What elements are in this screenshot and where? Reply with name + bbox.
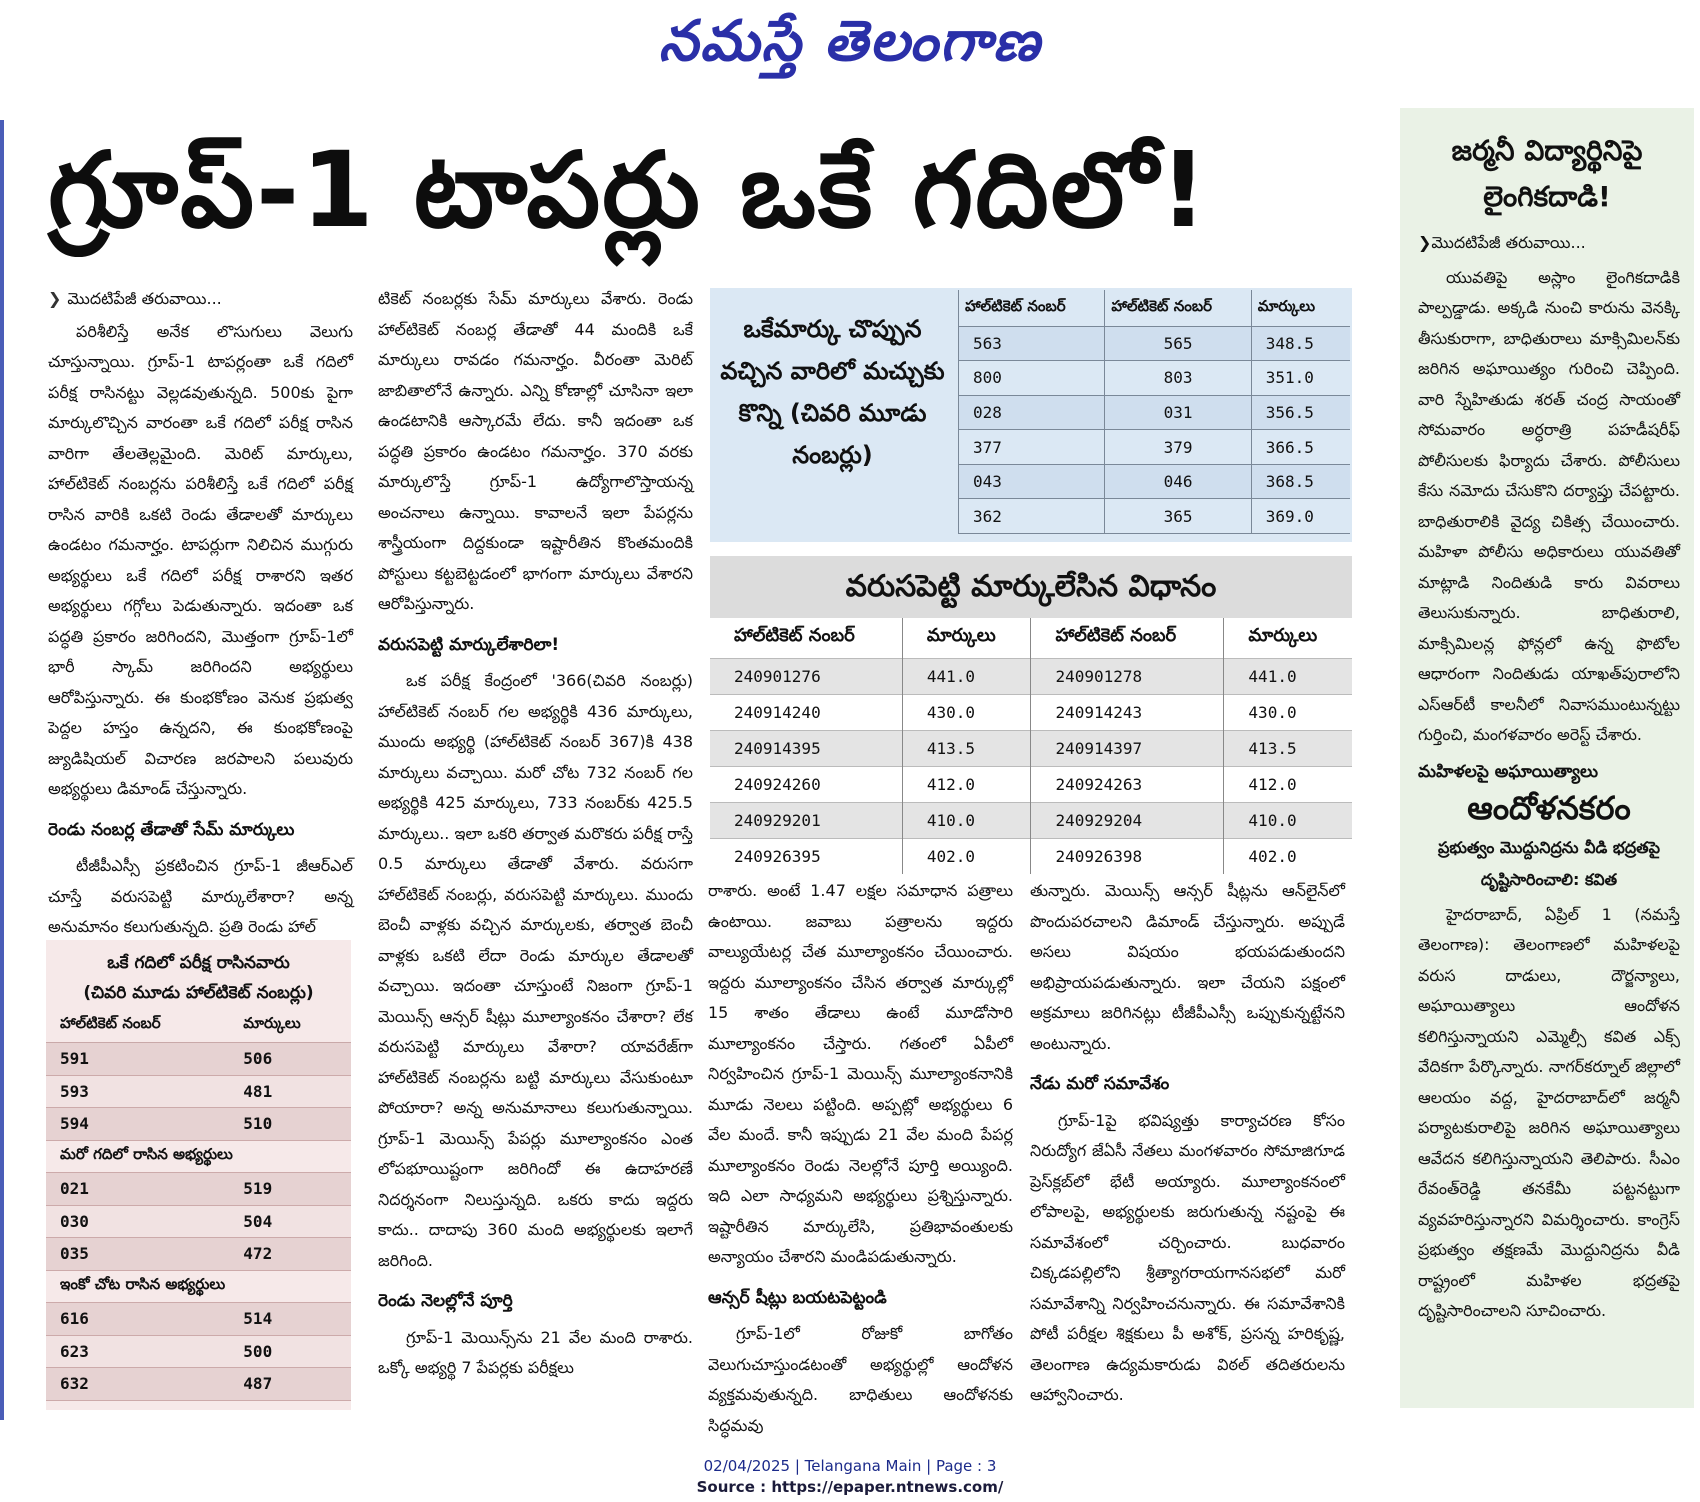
table-row <box>46 1043 351 1076</box>
article-column-4 <box>1030 876 1345 1411</box>
article-column-2 <box>378 284 693 1384</box>
table-row <box>959 326 1351 361</box>
same-marks-table <box>958 290 1350 534</box>
paragraph: యువతిపై అస్లాం లైంగికదాడికి పాల్పడ్డాడు. అక్కడి నుంచి కారును వెనక్కి తీసుకురాగా, బాధితురాలు మాక్సిమిలన్‌కు జరిగిన అఘాయిత్యం గురించి చెప్పింది. వారి స్నేహితుడు శరత్ చంద్ర సాయంతో సోమవారం అర్ధరాత్రి పహడీషరీఫ్ పోలీసులకు ఫిర్యాదు చేశారు. పోలీసులు కేసు నమోదు చేసుకొని దర్యాప్తు చేపట్టారు. బాధితురాలికి వైద్య చికిత్స చేయించారు. మహిళా పోలీసు అధికారులు యువతితో మాట్లాడి నిందితుడి కారు వివరాలు తెలుసుకున్నారు. బాధితురాలి, మాక్సిమిలన్ల ఫోన్లలో ఉన్న ఫొటోల ఆధారంగా నిందితుడు యాఖత్‌పురాలోని ఎస్‌ఆర్‌టీ కాలనీలో నివాసముంటున్నట్టు గుర్తించి, మంగళవారం అరెస్ట్ చేశారు. <box>1418 267 1680 744</box>
table-row <box>959 430 1351 465</box>
footer-date-line: 02/04/2025 | Telangana Main | Page : 3 <box>703 1457 997 1475</box>
ticket-cell: 800 <box>959 361 1105 396</box>
marks-cell: 412.0 <box>902 766 1031 802</box>
table-row <box>46 1238 351 1271</box>
paragraph: గ్రూప్-1లో రోజుకో బాగోతం వెలుగుచూస్తుండటంతో అభ్యర్థుల్లో ఆందోళన వ్యక్తమవుతున్నది. బాధితులు ఆందోళనకు సిద్ధమవు <box>708 1324 1013 1435</box>
page-edge-marker <box>0 120 4 1420</box>
table-caption: ఒకేమార్కు చొప్పున వచ్చిన వారిలో మచ్చుకు కొన్ని (చివరి మూడు నంబర్లు) <box>720 315 945 469</box>
table-header-row <box>710 618 1352 658</box>
col-header-ticket-a: హాల్‌టికెట్ నంబర్ <box>959 290 1105 326</box>
table-row <box>46 1173 351 1206</box>
subheading: ఆన్సర్ షీట్లు బయటపెట్టండి <box>708 1287 887 1308</box>
ticket-cell: 593 <box>46 1075 229 1108</box>
ticket-cell: 240926395 <box>710 838 902 874</box>
article-column-1 <box>48 284 353 943</box>
chevron-right-icon: ❯ <box>1418 233 1432 252</box>
paragraph: రాశారు. అంటే 1.47 లక్షల సమాధాన పత్రాలు ఉంటాయి. జవాబు పత్రాలను ఇద్దరు వాల్యుయేటర్ల చేత మూల్యాంకనం చేయించారు. ఇద్దరు మూల్యాంకనం చేసిన తర్వాత మార్కుల్లో 15 శాతం తేడాలు ఉంటే మూడోసారి మూల్యాంకనం చేస్తారు. గతంలో ఏపీలో నిర్వహించిన గ్రూప్-1 మెయిన్స్ మూల్యాంకనానికి మూడు నెలలు పట్టింది. అప్పట్లో అభ్యర్థులు 6 వేల మందే. కానీ ఇప్పుడు 21 వేల మంది పేపర్ల మూల్యాంకనం రెండు నెలల్లోనే పూర్తి అయ్యింది. ఇది ఎలా సాధ్యమని అభ్యర్థులు ప్రశ్నిస్తున్నారు. ఇష్టారీతిన మార్కులేసి, ప్రతిభావంతులకు అన్యాయం చేశారని మండిపడుతున్నారు. <box>708 881 1013 1266</box>
table-row <box>710 658 1352 694</box>
marks-cell: 402.0 <box>902 838 1031 874</box>
marks-cell: 348.5 <box>1251 326 1350 361</box>
main-headline: గ్రూప్-1 టాపర్లు ఒకే గదిలో! <box>48 129 1210 251</box>
table-row <box>710 694 1352 730</box>
marks-cell: 368.5 <box>1251 464 1350 499</box>
ticket-cell: 594 <box>46 1108 229 1141</box>
col-header-marks-b: మార్కులు <box>1224 618 1352 658</box>
group-label: మరో గదిలో రాసిన అభ్యర్థులు <box>46 1140 351 1173</box>
col-header-marks: మార్కులు <box>229 1008 351 1043</box>
marks-cell: 413.5 <box>1224 730 1352 766</box>
same-marks-table-box <box>710 288 1352 542</box>
col-header-ticket: హాల్‌టికెట్ నంబర్ <box>46 1008 229 1043</box>
subheading: వరుసపెట్టి మార్కులేశారిలా! <box>378 634 560 655</box>
table-row <box>710 766 1352 802</box>
ticket-cell: 591 <box>46 1043 229 1076</box>
ticket-cell: 240914397 <box>1031 730 1224 766</box>
ticket-cell: 563 <box>959 326 1105 361</box>
marks-cell: 410.0 <box>1224 802 1352 838</box>
table-row <box>46 1335 351 1368</box>
marks-cell: 514 <box>229 1303 351 1336</box>
subheading: రెండు నంబర్ల తేడాతో సేమ్ మార్కులు <box>48 819 295 840</box>
table-row <box>710 802 1352 838</box>
ticket-cell: 240901276 <box>710 658 902 694</box>
marks-cell: 413.5 <box>902 730 1031 766</box>
group-label-row <box>46 1140 351 1173</box>
box-title <box>46 940 351 1008</box>
paragraph: టికెట్ నంబర్లకు సేమ్ మార్కులు వేశారు. రెండు హాల్‌టికెట్ నంబర్ల తేడాతో 44 మందికి ఒకే మార్కులు రావడం గమనార్హం. వీరంతా మెరిట్ జాబితాలోనే ఉన్నారు. ఎన్ని కోణాల్లో చూసినా ఇలా ఉండటానికి ఆస్కారమే లేదు. కానీ ఇదంతా ఒక పద్ధతి ప్రకారం ఉండటం గమనార్హం. 370 వరకు మార్కులొస్తే గ్రూప్-1 ఉద్యోగాలొస్తాయన్న అంచనాలు ఉన్నాయి. కావాలనే ఇలా పేపర్లను శాస్త్రీయంగా దిద్దకుండా ఇష్టారీతిన కొంతమందికి పోస్టులు కట్టబెట్టడంలో భాగంగా మార్కులు వేశారని ఆరోపిస్తున్నారు. <box>378 289 693 613</box>
ticket-cell: 028 <box>959 395 1105 430</box>
paragraph: గ్రూప్-1పై భవిష్యత్తు కార్యాచరణ కోసం నిరుద్యోగ జేఏసీ నేతలు మంగళవారం సోమాజిగూడ ప్రెస్‌క్లబ్‌లో భేటీ అయ్యారు. మూల్యాంకనంలో లోపాలపై, అభ్యర్థులకు జరుగుతున్న నష్టంపై ఈ సమావేశంలో చర్చించారు. బుధవారం చిక్కడపల్లిలోని శ్రీత్యాగరాయగానసభలో మరో సమావేశాన్ని నిర్వహించనున్నారు. ఈ సమావేశానికి పోటీ పరీక్షల శిక్షకులు పీ అశోక్, ప్రసన్న హరికృష్ణ, తెలంగాణ ఉద్యమకారుడు విఠల్ తదితరులను ఆహ్వానించారు. <box>1030 1110 1345 1404</box>
marks-cell: 441.0 <box>1224 658 1352 694</box>
table-row <box>710 730 1352 766</box>
table-title: వరుసపెట్టి మార్కులేసిన విధానం <box>710 556 1352 618</box>
marks-cell: 441.0 <box>902 658 1031 694</box>
marks-cell: 412.0 <box>1224 766 1352 802</box>
col-header-ticket-b: హాల్‌టికెట్ నంబర్ <box>1105 290 1251 326</box>
ticket-cell: 046 <box>1105 464 1251 499</box>
ticket-cell: 240929201 <box>710 802 902 838</box>
ticket-cell: 240929204 <box>1031 802 1224 838</box>
marks-cell: 519 <box>229 1173 351 1206</box>
col-header-marks: మార్కులు <box>1251 290 1350 326</box>
ticket-cell: 803 <box>1105 361 1251 396</box>
col-header-marks-a: మార్కులు <box>902 618 1031 658</box>
chevron-right-icon: ❯ <box>48 289 62 308</box>
ticket-cell: 632 <box>46 1368 229 1401</box>
marks-cell: 487 <box>229 1368 351 1401</box>
ticket-cell: 240914243 <box>1031 694 1224 730</box>
same-room-table <box>46 1008 351 1401</box>
subheading: రెండు నెలల్లోనే పూర్తి <box>378 1291 513 1311</box>
article-column-3 <box>708 876 1013 1441</box>
marks-cell: 351.0 <box>1251 361 1350 396</box>
ticket-cell: 240914240 <box>710 694 902 730</box>
ticket-cell: 623 <box>46 1335 229 1368</box>
ticket-cell: 379 <box>1105 430 1251 465</box>
marks-cell: 504 <box>229 1205 351 1238</box>
marks-cell: 356.5 <box>1251 395 1350 430</box>
table-header-row <box>46 1008 351 1043</box>
col-header-ticket-a: హాల్‌టికెట్ నంబర్ <box>734 625 855 647</box>
ticket-cell: 240924263 <box>1031 766 1224 802</box>
subheading: నేడు మరో సమావేశం <box>1030 1074 1170 1094</box>
newspaper-logo: నమస్తే తెలంగాణ <box>658 8 1042 74</box>
table-row <box>46 1075 351 1108</box>
paragraph: పరిశీలిస్తే అనేక లొసుగులు వెలుగు చూస్తున్నాయి. గ్రూప్-1 టాపర్లంతా ఒకే గదిలో పరీక్ష రాసినట్టు వెల్లడవుతున్నది. 500కు పైగా మార్కులొచ్చిన వారంతా ఒకే గదిలో పరీక్ష రాసిన వారిగా తేలతెల్లమైంది. మెరిట్ మార్కులు, హాల్‌టికెట్ నంబర్లను పరిశీలిస్తే ఒకే గదిలో పరీక్ష రాసిన వారికి ఒకటి రెండు తేడాలతో మార్కులు ఉండటం గమనార్హం. టాపర్లుగా నిలిచిన ముగ్గురు అభ్యర్థులు ఒకే గదిలో పరీక్ష రాశారని ఇతర అభ్యర్థులు గగ్గోలు పెడుతున్నారు. ఇదంతా ఒక పద్ధతి ప్రకారం జరిగిందని, మొత్తంగా గ్రూప్-1లో భారీ స్కామ్ జరిగిందని అభ్యర్థులు ఆరోపిస్తున్నారు. ఈ కుంభకోణం వెనుక ప్రభుత్వ పెద్దల హస్తం ఉన్నదని, ఈ కుంభకోణంపై జ్యుడిషియల్ విచారణ జరపాలని పలువురు అభ్యర్థులు డిమాండ్ చేస్తున్నారు. <box>48 321 353 798</box>
table-row <box>710 838 1352 874</box>
table-header-row <box>959 290 1351 326</box>
continuation-marker <box>48 284 353 315</box>
ticket-cell: 035 <box>46 1238 229 1271</box>
sequential-marks-table-box <box>710 556 1352 874</box>
table-row <box>959 361 1351 396</box>
box-title-line-2: (చివరి మూడు హాల్‌టికెట్ నంబర్లు) <box>83 983 314 1003</box>
ticket-cell: 240924260 <box>710 766 902 802</box>
continuation-text: మొదటిపేజీ తరువాయి... <box>67 289 222 308</box>
ticket-cell: 021 <box>46 1173 229 1206</box>
table-row <box>46 1205 351 1238</box>
paragraph: గ్రూప్-1 మెయిన్స్‌ను 21 వేల మంది రాశారు. ఒక్కో అభ్యర్థి 7 పేపర్లకు పరీక్షలు <box>378 1327 693 1377</box>
group-label: ఇంకో చోట రాసిన అభ్యర్థులు <box>46 1270 351 1303</box>
table-row <box>959 395 1351 430</box>
paragraph: తున్నారు. మెయిన్స్ ఆన్సర్ షీట్లను ఆన్‌లైన్‌లో పొందుపరచాలని డిమాండ్ చేస్తున్నారు. అప్పుడే అసలు విషయం భయపడుతుందని అభిప్రాయపడుతున్నారు. ఇలా చేయని పక్షంలో అక్రమాలు జరిగినట్లు టీజీపీఎస్సీ ఒప్పుకున్నట్టేనని అంటున్నారు. <box>1030 881 1345 1053</box>
same-room-candidates-box <box>46 940 351 1410</box>
ticket-cell: 030 <box>46 1205 229 1238</box>
ticket-cell: 565 <box>1105 326 1251 361</box>
table-row <box>46 1108 351 1141</box>
sidebar-article <box>1400 108 1694 1408</box>
marks-cell: 472 <box>229 1238 351 1271</box>
marks-cell: 500 <box>229 1335 351 1368</box>
marks-cell: 366.5 <box>1251 430 1350 465</box>
ticket-cell: 377 <box>959 430 1105 465</box>
marks-cell: 481 <box>229 1075 351 1108</box>
ticket-cell: 240901278 <box>1031 658 1224 694</box>
masthead <box>0 0 1700 85</box>
footer-source-line: Source : https://epaper.ntnews.com/ <box>696 1478 1004 1496</box>
ticket-cell: 240926398 <box>1031 838 1224 874</box>
ticket-cell: 240914395 <box>710 730 902 766</box>
table-row <box>959 464 1351 499</box>
continuation-text: మొదటిపేజీ తరువాయి... <box>1431 233 1586 252</box>
ticket-cell: 031 <box>1105 395 1251 430</box>
deck: ప్రభుత్వం మొద్దునిద్రను వీడి భద్రతపై దృష్టిసారించాలి: కవిత <box>1437 837 1660 889</box>
ticket-cell: 043 <box>959 464 1105 499</box>
sidebar-headline: జర్మనీ విద్యార్థినిపై లైంగికదాడి! <box>1451 134 1643 213</box>
marks-cell: 506 <box>229 1043 351 1076</box>
paragraph: హైదరాబాద్, ఏప్రిల్ 1 (నమస్తే తెలంగాణ): తెలంగాణలో మహిళలపై వరుస దాడులు, దౌర్జన్యాలు, అఘాయిత్యాలు ఆందోళన కలిగిస్తున్నాయని ఎమ్మెల్సీ కవిత ఎక్స్ వేదికగా పేర్కొన్నారు. నాగర్‌కర్నూల్ జిల్లాలో ఆలయం వద్ద, హైదరాబాద్‌లో జర్మనీ పర్యాటకురాలిపై జరిగిన అఘాయిత్యాలు ఆవేదన కలిగిస్తున్నాయని తెలిపారు. సీఎం రేవంత్‌రెడ్డి తనకేమీ పట్టనట్టుగా వ్యవహరిస్తున్నారని విమర్శించారు. కాంగ్రెస్ ప్రభుత్వం తక్షణమే మొద్దునిద్రను వీడి రాష్ట్రంలో మహిళల భద్రతపై దృష్టిసారించాలని సూచించారు. <box>1418 904 1680 1320</box>
sequential-marks-table <box>710 618 1352 874</box>
group-label-row <box>46 1270 351 1303</box>
marks-cell: 369.0 <box>1251 499 1350 534</box>
marks-cell: 402.0 <box>1224 838 1352 874</box>
page-footer <box>0 1456 1700 1498</box>
ticket-cell: 616 <box>46 1303 229 1336</box>
table-row <box>46 1303 351 1336</box>
marks-cell: 410.0 <box>902 802 1031 838</box>
box-title-line-1: ఒకే గదిలో పరీక్ష రాసినవారు <box>107 953 290 973</box>
table-row <box>959 499 1351 534</box>
table-row <box>46 1368 351 1401</box>
ticket-cell: 365 <box>1105 499 1251 534</box>
marks-cell: 430.0 <box>902 694 1031 730</box>
sub-headline: ఆందోళనకరం <box>1467 789 1631 827</box>
paragraph: ఒక పరీక్ష కేంద్రంలో '366(చివరి నంబర్లు) హాల్‌టికెట్ నంబర్ గల అభ్యర్థికి 436 మార్కులు, ముందు అభ్యర్థి (హాల్‌టికెట్ నంబర్ 367)కి 438 మార్కులు వచ్చాయి. మరో చోట 732 నంబర్ గల అభ్యర్థికి 425 మార్కులు, 733 నంబర్‌కు 425.5 మార్కులు.. ఇలా ఒకరి తర్వాత మరొకరు పరీక్ష రాస్తే 0.5 మార్కులు తేడాతో వేశారు. వరుసగా హాల్‌టికెట్ నంబర్లు, వరుసపెట్టి మార్కులు. ముందు బెంచీ వాళ్లకు వచ్చిన మార్కులకు, తర్వాత బెంచీ వాళ్లకు ఒకటి లేదా రెండు మార్కుల తేడాలతో వచ్చాయి. ఇదంతా చూస్తుంటే నిజంగా గ్రూప్-1 మెయిన్స్ ఆన్సర్ షీట్లు మూల్యాంకనం చేశారా? లేక వరుసపెట్టి మార్కులు వేశారా? యావరేజ్‌గా హాల్‌టికెట్ నంబర్లను బట్టి మార్కులు వేసుకుంటూ పోయారా? అన్న అనుమానాలు కలుగుతున్నాయి. గ్రూప్-1 మెయిన్స్ పేపర్లు మూల్యాంకనం ఎంత లోపభూయిష్టంగా జరిగిందో ఈ ఉదాహరణే నిదర్శనంగా నిలుస్తున్నది. ఒకరు కాదు ఇద్దరు కాదు.. దాదాపు 360 మంది అభ్యర్థులకు ఇలాగే జరిగింది. <box>378 671 693 1270</box>
marks-cell: 510 <box>229 1108 351 1141</box>
col-header-ticket-b: హాల్‌టికెట్ నంబర్ <box>1031 618 1224 658</box>
marks-cell: 430.0 <box>1224 694 1352 730</box>
ticket-cell: 362 <box>959 499 1105 534</box>
sidebar-body <box>1418 228 1680 1327</box>
kicker: మహిళలపై అఘాయిత్యాలు <box>1418 761 1598 782</box>
paragraph: టీజీపీఎస్సీ ప్రకటించిన గ్రూప్-1 జీఆర్ఎల్ చూస్తే వరుసపెట్టి మార్కులేశారా? అన్న అనుమానం కలుగుతున్నది. ప్రతి రెండు హాల్ <box>48 856 353 936</box>
continuation-marker <box>1418 228 1680 259</box>
